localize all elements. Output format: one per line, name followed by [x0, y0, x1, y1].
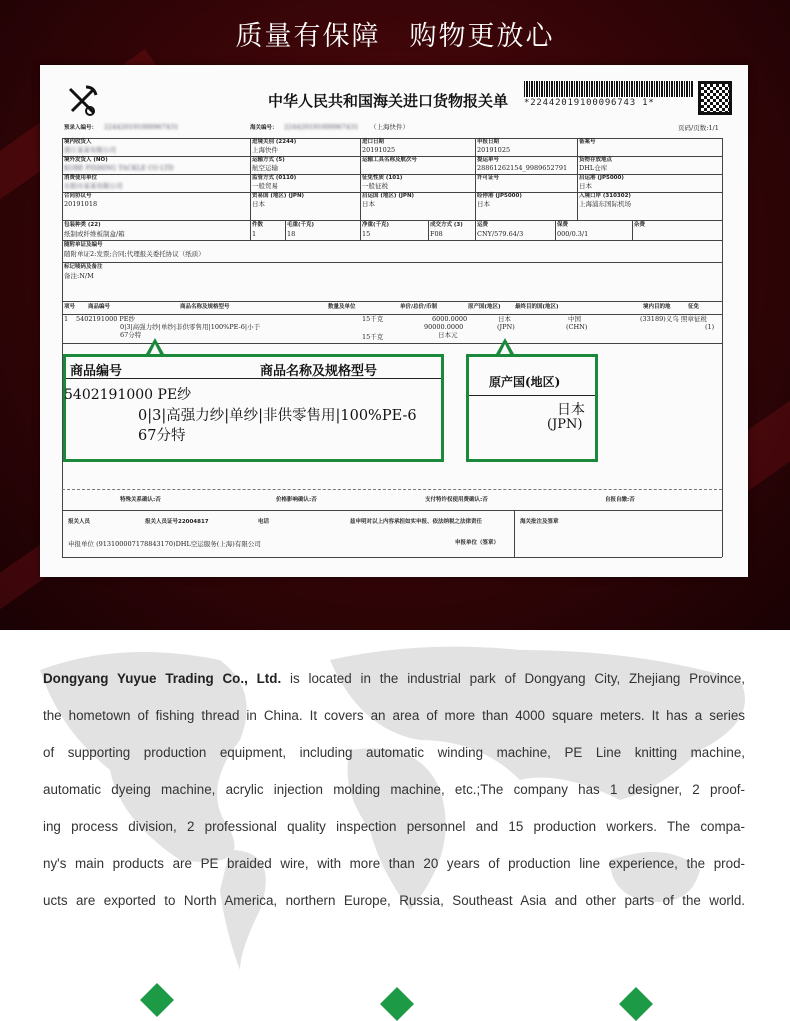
item-column-header: 最终目的国(地区)	[515, 304, 559, 310]
rule-line	[62, 489, 722, 490]
field-value: 纸制或纤维板制盒/箱	[64, 230, 125, 238]
field-label: 申报日期	[477, 139, 500, 145]
field-value: 日本	[579, 182, 592, 190]
field-label: 货物存放地点	[579, 157, 613, 163]
about-section	[0, 630, 790, 1000]
field-value: 上海浦东国际机场	[579, 200, 631, 208]
item-origin: 日本	[498, 315, 511, 323]
callout-spec-line1: 0|3|高强力纱|单纱|非供零售用|100%PE-6	[138, 408, 417, 424]
port-note: （上海快件）	[370, 123, 409, 131]
rule-line	[62, 557, 722, 558]
marks-label: 标记唛码及备注	[64, 264, 103, 270]
field-value: 上海快件	[252, 146, 278, 154]
confirmation-field: 支付特许权使用费确认:否	[425, 497, 488, 503]
callout-code-header: 商品编号	[70, 364, 123, 379]
rule-line	[62, 510, 722, 511]
item-total: 90000.0000	[424, 323, 464, 331]
field-label: 运输工具名称及航次号	[362, 157, 418, 163]
field-label: 启运港 (JP5000)	[579, 175, 624, 181]
field-value: 一般征税	[362, 182, 388, 190]
field-label: 运费	[477, 222, 489, 228]
about-line: the hometown of fishing thread in China. It covers an area of more than 4000 square meters. It has a series	[43, 708, 745, 723]
customs-emblem-icon	[64, 83, 100, 119]
rule-line	[62, 240, 722, 241]
field-value: 20191025	[477, 146, 511, 154]
item-dest: 中国	[568, 315, 581, 323]
field-value: 15	[362, 230, 371, 238]
about-line: of supporting production equipment, including automatic winding machine, PE Line knitting machine,	[43, 745, 745, 760]
field-value: 日本	[477, 200, 490, 208]
about-line-text: is located in the industrial park of Dongyang City, Zhejiang Province,	[281, 671, 745, 686]
field-label: 提运单号	[477, 157, 500, 163]
field-value: 一般贸易	[252, 182, 278, 190]
customs-declaration-form	[40, 65, 748, 577]
field-value: 日本	[252, 200, 265, 208]
field-label: 杂费	[634, 222, 646, 228]
attached-docs-label: 随附单证及编号	[64, 242, 103, 248]
declaration-statement: 兹申明对以上内容承担如实申报、依法纳税之法律责任	[350, 519, 483, 525]
item-column-header: 征免	[688, 304, 700, 310]
rule-line	[475, 138, 476, 220]
customs-no-label: 海关编号：	[250, 125, 278, 131]
rule-line	[632, 220, 633, 240]
about-line: automatic dyeing machine, acrylic injection molding machine, etc.;The company has 1 designer, 2 proof-	[43, 782, 745, 797]
callout-spec-line2: 67分特	[138, 428, 186, 444]
field-label: 消费使用单位	[64, 175, 98, 181]
commodity-callout	[63, 354, 444, 462]
phone-label: 电话	[258, 519, 270, 525]
banner-title: 质量有保障 购物更放心	[235, 21, 555, 52]
field-value: KOBE FISHING TACKLE CO LTD	[64, 164, 174, 172]
item-column-header: 境内目的地	[643, 304, 671, 310]
confirmation-field: 自报自缴:否	[605, 497, 635, 503]
field-value: CNY/579.64/3	[477, 230, 524, 238]
declaring-unit: 申报单位 (913100007178843170)DHL空运服务(上海)有限公司	[68, 540, 261, 548]
qr-code	[698, 81, 732, 115]
item-column-header: 数量及单位	[328, 304, 356, 310]
item-price: 6000.0000	[432, 315, 468, 323]
field-label: 净重(千克)	[362, 222, 390, 228]
rule-line	[62, 314, 722, 315]
rule-line	[555, 220, 556, 240]
rule-line	[62, 138, 63, 557]
pre-entry-label: 预录入编号：	[64, 125, 98, 131]
field-label: 境外发货人 (NO)	[64, 157, 108, 163]
field-label: 监管方式 (0110)	[252, 175, 297, 181]
item-column-header: 单价/总价/币制	[400, 304, 438, 310]
rule-line	[250, 220, 251, 240]
page-count: 页码/页数:1/1	[678, 124, 719, 132]
item-domestic: (33189)义乌 照章征税	[640, 315, 707, 323]
rule-line	[285, 220, 286, 240]
field-label: 件数	[252, 222, 264, 228]
field-label: 进境关别 (2244)	[252, 139, 297, 145]
item-column-header: 项号	[64, 304, 76, 310]
field-value: 浙江某某有限公司	[64, 146, 116, 154]
rule-line	[514, 510, 515, 557]
rule-line	[62, 262, 722, 263]
declaring-seal-label: 申报单位（签章）	[455, 540, 500, 546]
origin-callout	[466, 354, 598, 462]
field-value: 28861262154_9989652791	[477, 164, 568, 172]
item-spec2: 67分特	[120, 331, 142, 339]
callout-origin-header: 原产国(地区)	[489, 375, 561, 389]
rule-line	[62, 301, 722, 302]
about-line	[43, 671, 745, 686]
field-label: 启运国 (地区) (JPN)	[362, 193, 415, 199]
item-column-header: 商品编号	[88, 304, 111, 310]
rule-line	[62, 220, 722, 221]
field-value: 日本	[362, 200, 375, 208]
field-label: 毛重(千克)	[287, 222, 315, 228]
callout-pointer	[146, 338, 164, 354]
customs-note-label: 海关批注及签章	[520, 519, 559, 525]
field-value: 20191018	[64, 200, 98, 208]
item-code: 5402191000 PE纱	[76, 315, 136, 323]
field-value: F08	[430, 230, 443, 238]
about-line: ucts are exported to North America, northern Europe, Russia, Southeast Asia and other parts of the world.	[43, 893, 745, 908]
item-qty2: 15千克	[362, 333, 384, 341]
item-no: 1	[64, 315, 69, 323]
field-value: 000/0.3/1	[557, 230, 589, 238]
callout-code-value: 5402191000 PE纱	[64, 387, 192, 403]
customs-no-value: 224420191000967431	[284, 123, 359, 131]
field-value: 1	[252, 230, 257, 238]
about-line: ing process division, 2 professional quality inspection personnel and 15 production workers. The compa-	[43, 819, 745, 834]
field-value: 18	[287, 230, 296, 238]
declarant-cert: 报关人员证号22004817	[145, 519, 209, 525]
field-label: 运输方式 (5)	[252, 157, 285, 163]
rule-line	[722, 138, 723, 557]
callout-pointer	[496, 338, 514, 354]
marks-value: 备注:N/M	[64, 272, 94, 280]
item-currency: 日本元	[438, 331, 458, 339]
field-label: 贸易国 (地区) (JPN)	[252, 193, 305, 199]
field-label: 入境口岸 (310302)	[579, 193, 631, 199]
confirmation-field: 价格影响确认:否	[276, 497, 317, 503]
field-value: 航空运输	[252, 164, 278, 172]
field-label: 备案号	[579, 139, 596, 145]
item-qty1: 15千克	[362, 315, 384, 323]
field-label: 进口日期	[362, 139, 385, 145]
rule-line	[62, 138, 722, 139]
attached-docs-value: 随附单证2:发票;合同;代理报关委托协议（纸质）	[64, 250, 205, 258]
item-column-header: 商品名称及规格型号	[180, 304, 230, 310]
field-label: 成交方式 (3)	[430, 222, 463, 228]
rule-line	[475, 220, 476, 240]
declarant-label: 报关人员	[68, 519, 91, 525]
field-value: DHL仓库	[579, 164, 608, 172]
item-duty: (1)	[705, 323, 715, 331]
field-label: 合同协议号	[64, 193, 92, 199]
rule-line	[360, 220, 361, 240]
item-column-header: 原产国(地区)	[468, 304, 501, 310]
rule-line	[250, 138, 251, 220]
item-origin-code: (JPN)	[497, 323, 515, 331]
field-label: 境内收货人	[64, 139, 92, 145]
form-title: 中华人民共和国海关进口货物报关单	[268, 92, 509, 110]
item-dest-code: (CHN)	[566, 323, 588, 331]
pre-entry-value: 224420191000967431	[104, 123, 179, 131]
barcode	[524, 81, 694, 97]
about-line: ny's main products are PE braided wire, with more than 20 years of production line experience, the prod-	[43, 856, 745, 871]
barcode-number: *22442019100096743 1*	[524, 98, 655, 108]
field-value: 东阳市某某有限公司	[64, 182, 123, 190]
field-label: 包装种类 (22)	[64, 222, 101, 228]
field-label: 经停港 (JP5000)	[477, 193, 522, 199]
confirmation-field: 特殊关系确认:否	[120, 497, 161, 503]
field-label: 许可证号	[477, 175, 500, 181]
field-label: 征免性质 (101)	[362, 175, 403, 181]
callout-name-header: 商品名称及规格型号	[260, 364, 378, 379]
field-value: 20191025	[362, 146, 396, 154]
rule-line	[577, 138, 578, 220]
rule-line	[360, 138, 361, 220]
callout-origin-value: 日本	[557, 402, 585, 418]
company-name: Dongyang Yuyue Trading Co., Ltd.	[43, 671, 282, 686]
rule-line	[428, 220, 429, 240]
callout-origin-code: (JPN)	[547, 417, 583, 432]
item-spec1: 0|3|高强力纱|单纱|非供零售用|100%PE-6|小于	[120, 323, 261, 331]
field-label: 保费	[557, 222, 569, 228]
